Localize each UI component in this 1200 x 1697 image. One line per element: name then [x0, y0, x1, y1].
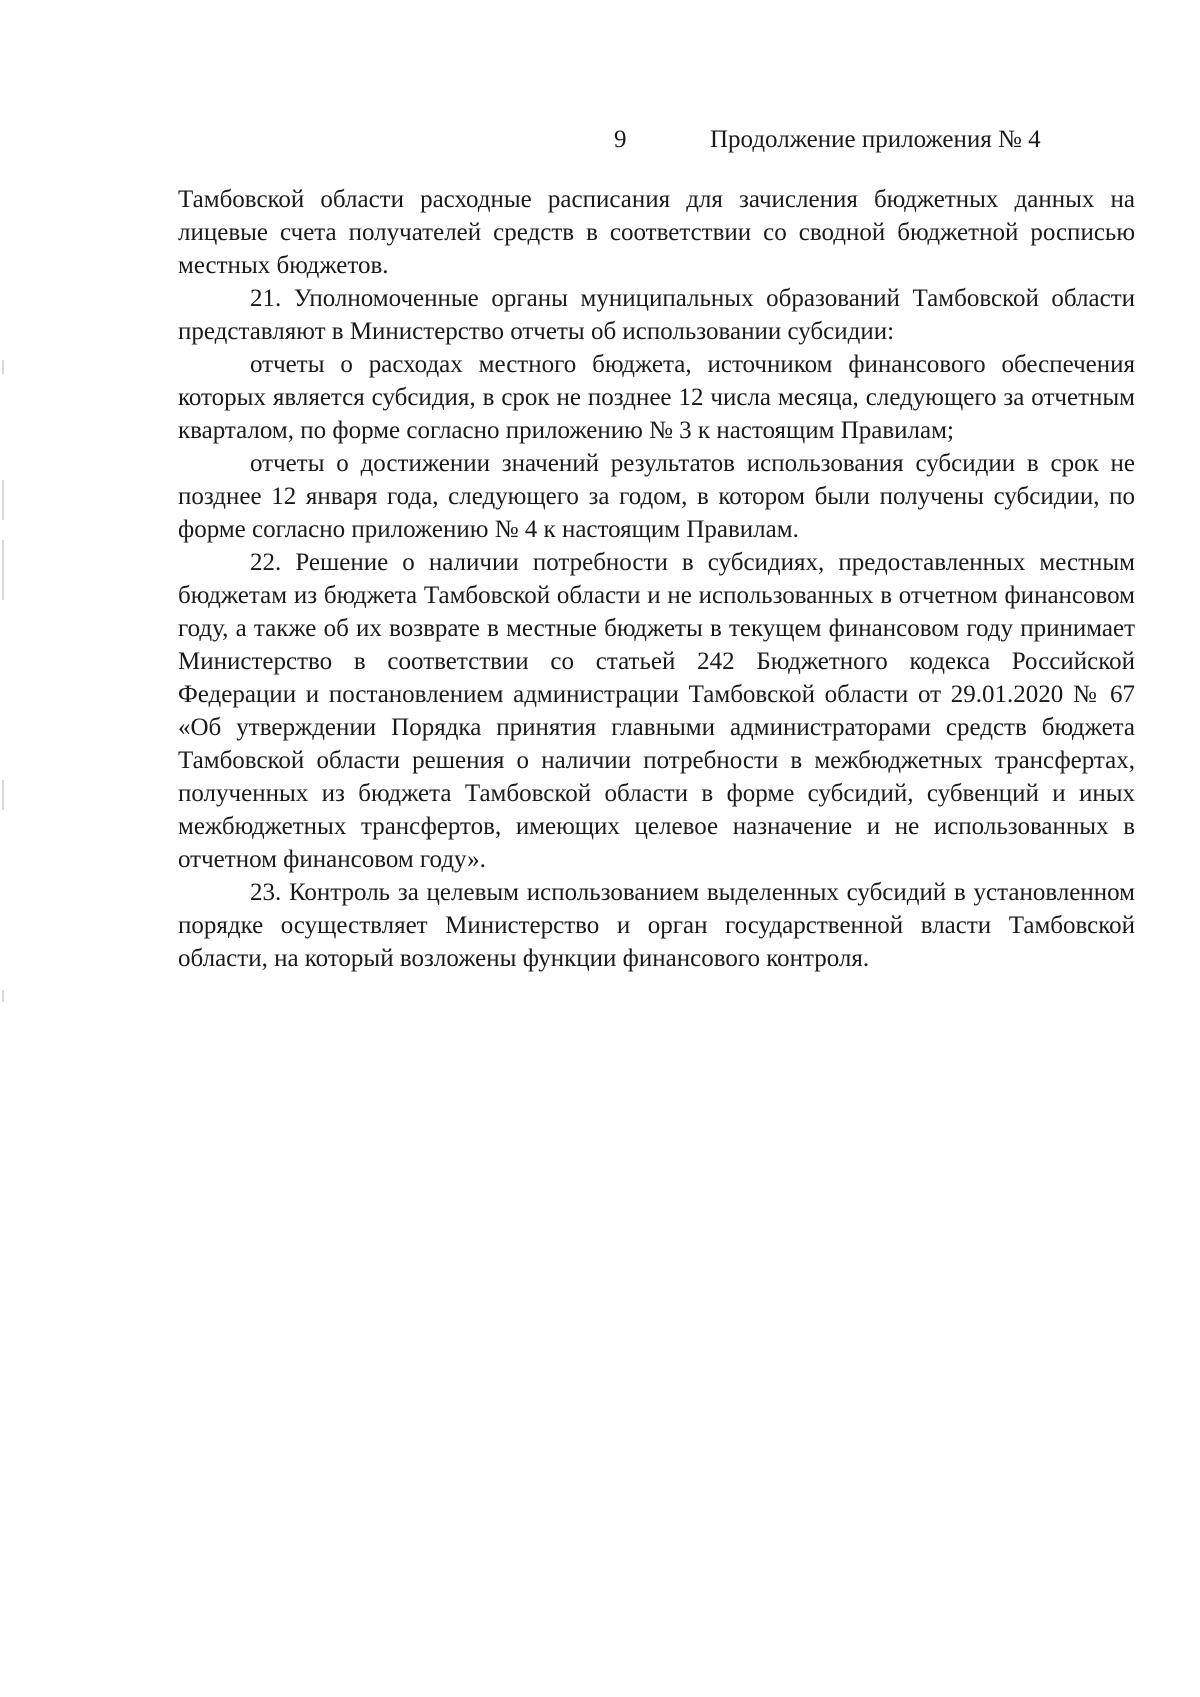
paragraph-21-expense-reports: отчеты о расходах местного бюджета, источником финансового обеспечения которых является субсидия, в срок не позднее 12 числа месяца, следующего за отчетным кварталом, по форме согласно приложению № 3 к настоящим Правилам; — [178, 351, 1135, 444]
page-number: 9 — [614, 126, 627, 153]
scan-mark — [2, 540, 4, 600]
paragraph-22: 22. Решение о наличии потребности в субсидиях, предоставленных местным бюджетам из бюджета Тамбовской области и не использованных в отчетном финансовом году, а также об их возврате в местные бюджеты в текущем финансовом году принимает Министерство в соответствии со статьей 242 Бюджетного кодекса Российской Федерации и постановлением администрации Тамбовской области от 29.01.2020 № 67 «Об утверждении Порядка принятия главными администраторами средств бюджета Тамбовской области решения о наличии потребности в межбюджетных трансфертах, полученных из бюджета Тамбовской области в форме субсидий, субвенций и иных межбюджетных трансфертов, имеющих целевое назначение и не использованных в отчетном финансовом году». — [178, 549, 1135, 873]
page-header — [0, 120, 1200, 160]
paragraph-21: 21. Уполномоченные органы муниципальных образований Тамбовской области представляют в Министерство отчеты об использовании субсидии: — [178, 285, 1135, 345]
paragraph-continuation: Тамбовской области расходные расписания для зачисления бюджетных данных на лицевые счета получателей средств в соответствии со сводной бюджетной росписью местных бюджетов. — [178, 186, 1135, 279]
scan-mark — [2, 990, 4, 1002]
document-body — [178, 183, 1135, 975]
paragraph-23: 23. Контроль за целевым использованием выделенных субсидий в установленном порядке осуществляет Министерство и орган государственной власти Тамбовской области, на который возложены функции финансового контроля. — [178, 879, 1135, 972]
scan-mark — [2, 480, 4, 520]
appendix-continuation-label: Продолжение приложения № 4 — [710, 126, 1041, 153]
paragraph-21-results-reports: отчеты о достижении значений результатов использования субсидии в срок не позднее 12 января года, следующего за годом, в котором были получены субсидии, по форме согласно приложению № 4 к настоящим Правилам. — [178, 450, 1135, 543]
scan-mark — [2, 780, 4, 810]
scan-edge-marks — [0, 0, 8, 1697]
scan-mark — [2, 360, 4, 374]
